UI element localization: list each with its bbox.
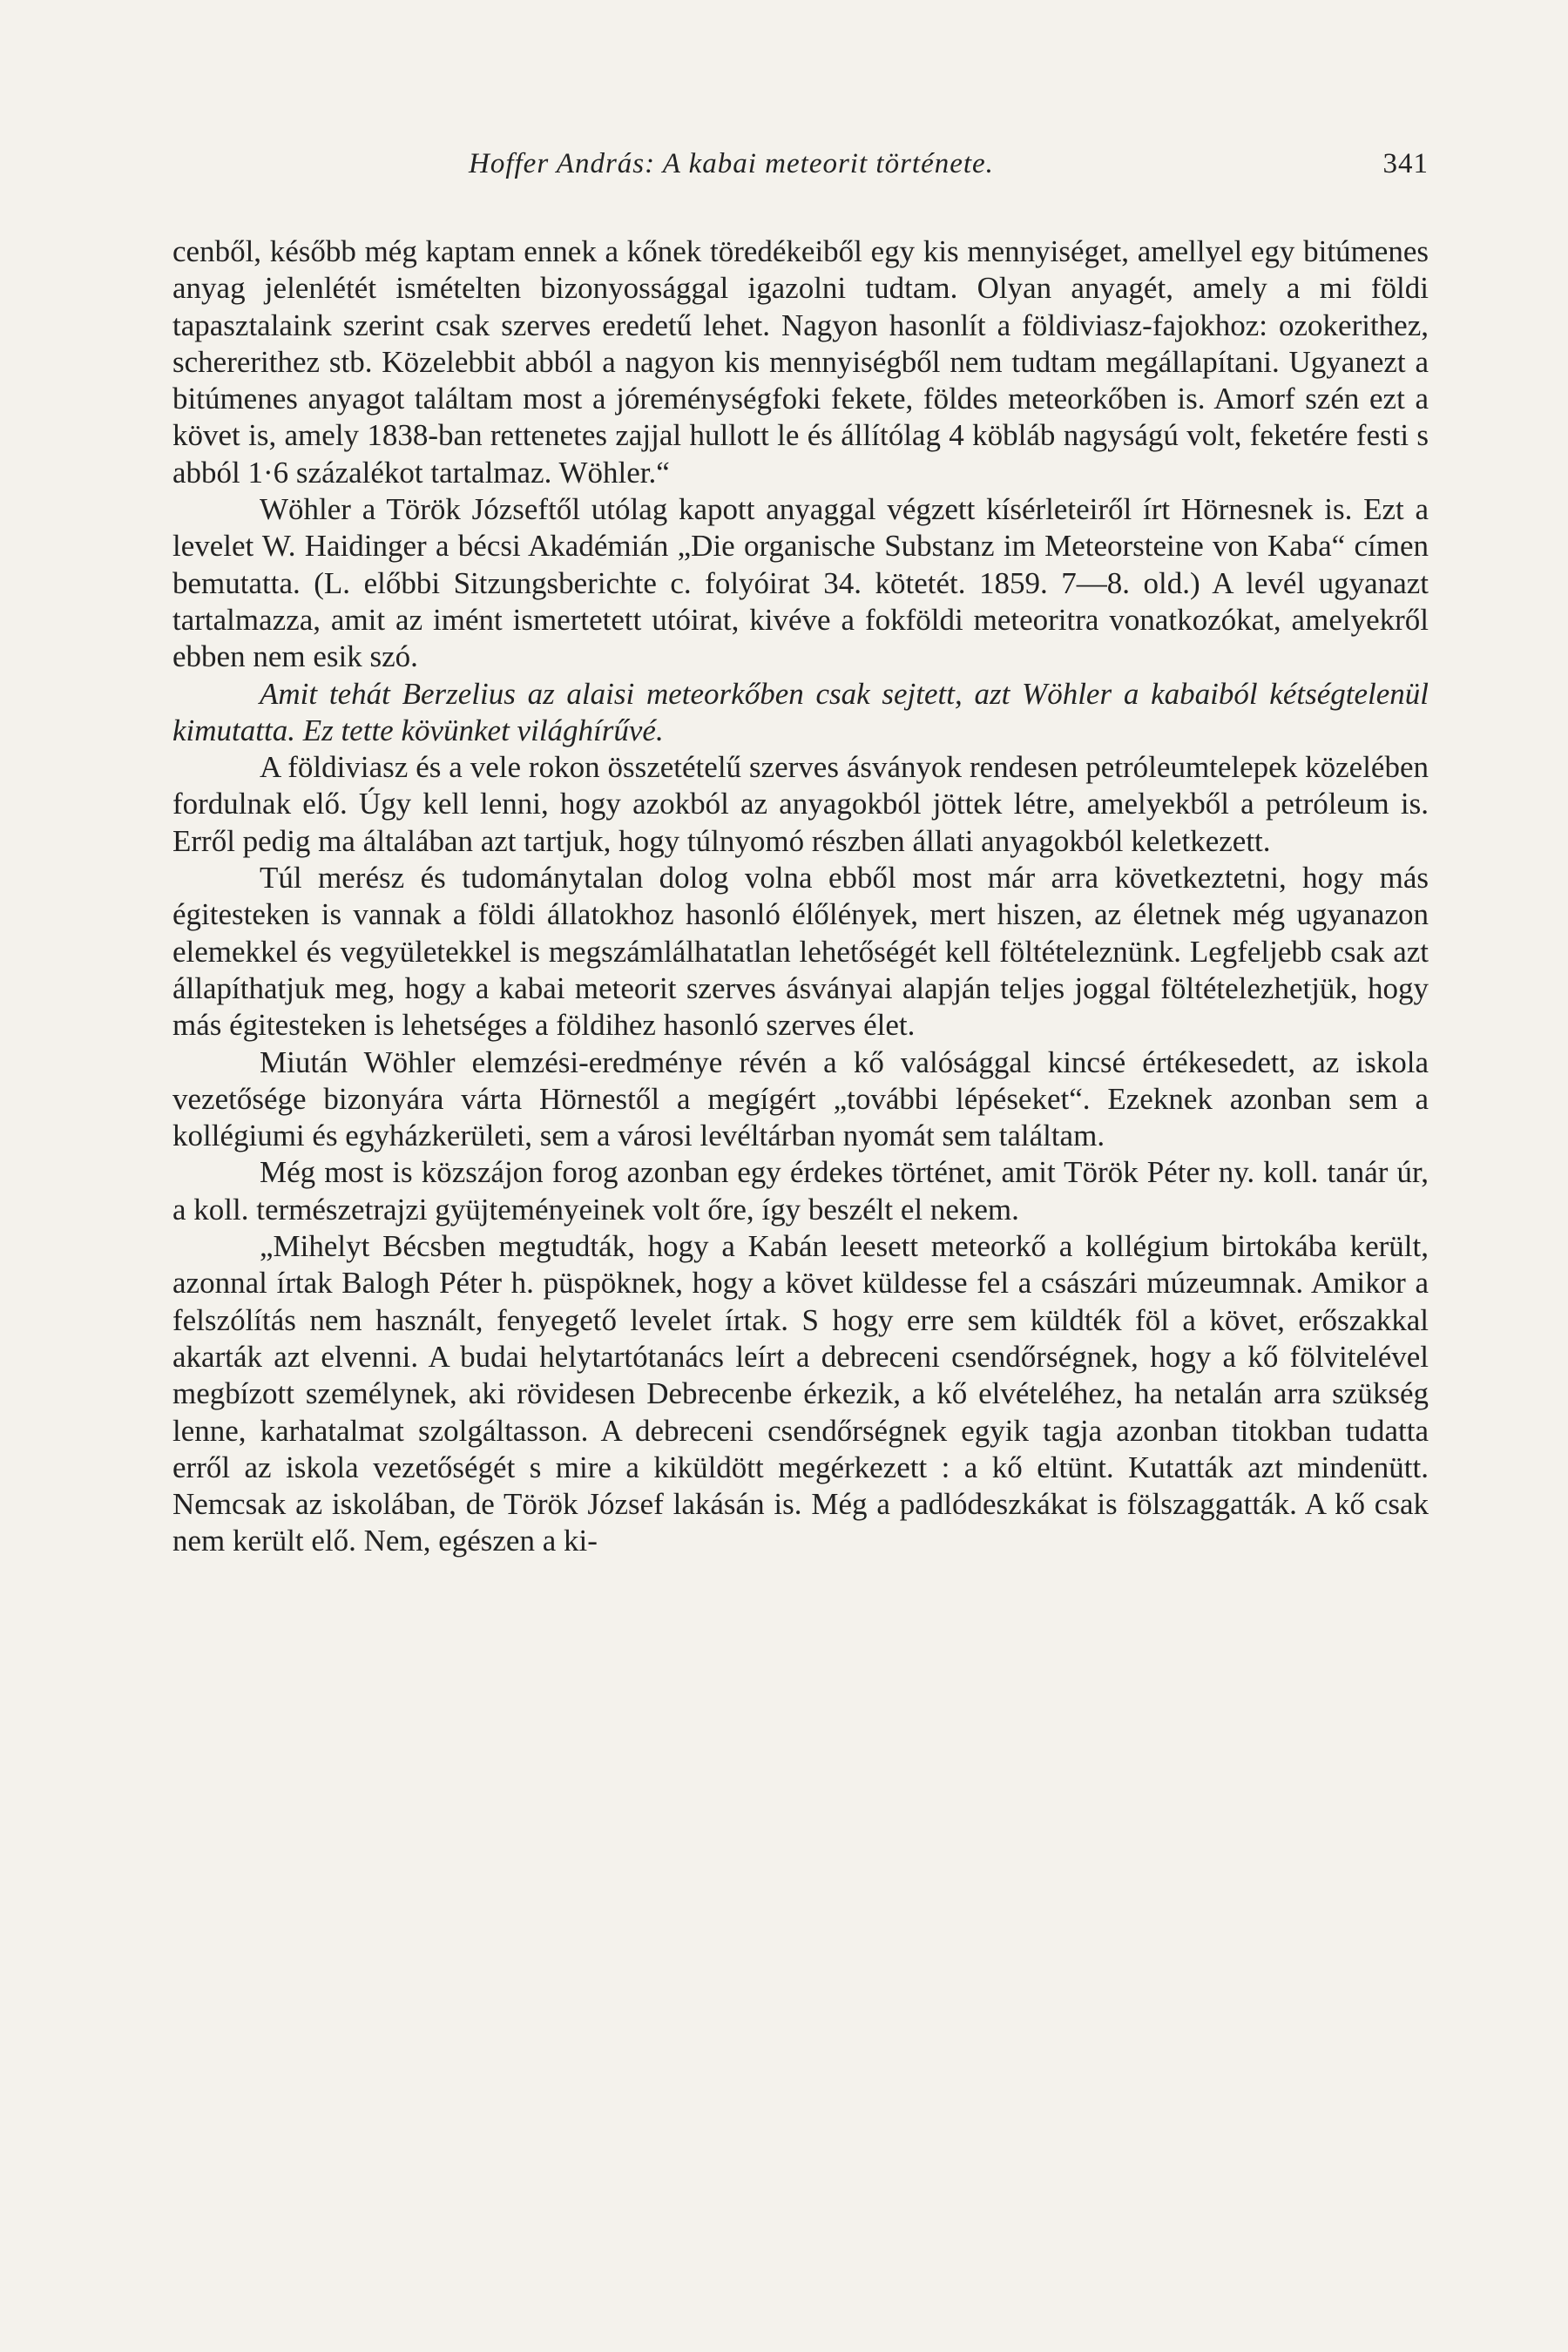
paragraph: cenből, később még kaptam ennek a kőnek töredékeiből egy kis mennyiséget, amellyel egy bitúmenes anyag jelenlétét ismételten bizonyossággal igazolni tudtam. Olyan anyagét, amely a mi földi tapasztalaink szerint csak szerves eredetű lehet. Nagyon hasonlít a földiviasz-fajokhoz: ozokerithez, schererithez stb. Közelebbit abból a nagyon kis mennyiségből nem tudtam megállapítani. Ugyanezt a bitúmenes anyagot találtam most a jóreménységfoki fekete, földes meteorkőben is. Amorf szén ezt a követ is, amely 1838-ban rettenetes zajjal hullott le és állítólag 4 köbláb nagyságú volt, feketére festi s abból 1·6 százalékot tartalmaz. Wöhler.“ (172, 234, 1429, 490)
paragraph: Amit tehát Berzelius az alaisi meteorkőben csak sejtett, azt Wöhler a kabaiból kétségtelenül kimutatta. Ez tette kövünket világhírűvé. (172, 676, 1429, 747)
running-header (172, 138, 1429, 190)
paragraph: Wöhler a Török Józseftől utólag kapott anyaggal végzett kísérleteiről írt Hörnesnek is. Ezt a levelet W. Haidinger a bécsi Akadémián „Die organische Substanz im Meteorsteine von Kaba“ címen bemutatta. (L. előbbi Sitzungsberichte c. folyóirat 34. kötetét. 1859. 7—8. old.) A levél ugyanazt tartalmazza, amit az imént ismertetett utóirat, kivéve a fokföldi meteoritra vonatkozókat, amelyekről ebben nem esik szó. (172, 492, 1429, 674)
paragraph: Még most is közszájon forog azonban egy érdekes történet, amit Török Péter ny. koll. tanár úr, a koll. természetrajzi gyüjteményeinek volt őre, így beszélt el nekem. (172, 1155, 1429, 1227)
body-text (172, 233, 1429, 1560)
paragraph: Túl merész és tudománytalan dolog volna ebből most már arra következtetni, hogy más égitesteken is vannak a földi állatokhoz hasonló élőlények, mert hiszen, az életnek még ugyanazon elemekkel és vegyületekkel is megszámlálhatatlan lehetőségét kell föltételeznünk. Legfeljebb csak azt állapíthatjuk meg, hogy a kabai meteorit szerves ásványai alapján teljes joggal föltételezhetjük, hogy más égitesteken is lehetséges a földihez hasonló szerves élet. (172, 861, 1429, 1043)
running-title: Hoffer András: A kabai meteorit története. (469, 148, 994, 179)
page-number: 341 (1382, 148, 1429, 179)
paragraph: „Mihelyt Bécsben megtudták, hogy a Kabán leesett meteorkő a kollégium birtokába került, azonnal írtak Balogh Péter h. püspöknek, hogy a követ küldesse fel a császári múzeumnak. Amikor a felszólítás nem használt, fenyegető levelet írtak. S hogy erre sem küldték föl a követ, erőszakkal akarták azt elvenni. A budai helytartótanács leírt a debreceni csendőrségnek, hogy a kő fölvitelével megbízott személynek, aki rövidesen Debrecenbe érkezik, a kő elvételéhez, ha netalán arra szükség lenne, karhatalmat szolgáltasson. A debreceni csendőrségnek egyik tagja azonban titokban tudatta erről az iskola vezetőségét s mire a kiküldött megérkezett : a kő eltünt. Kutatták azt mindenütt. Nemcsak az iskolában, de Török József lakásán is. Még a padlódeszkákat is fölszaggatták. A kő csak nem került elő. Nem, egészen a ki- (172, 1229, 1429, 1558)
paragraph: A földiviasz és a vele rokon összetételű szerves ásványok rendesen petróleumtelepek közelében fordulnak elő. Úgy kell lenni, hogy azokból az anyagokból jöttek létre, amelyekből a petróleum is. Erről pedig ma általában azt tartjuk, hogy túlnyomó részben állati anyagokból keletkezett. (172, 750, 1429, 858)
paragraph: Miután Wöhler elemzési-eredménye révén a kő valósággal kincsé értékesedett, az iskola vezetősége bizonyára várta Hörnestől a megígért „további lépéseket“. Ezeknek azonban sem a kollégiumi és egyházkerületi, sem a városi levéltárban nyomát sem találtam. (172, 1044, 1429, 1153)
